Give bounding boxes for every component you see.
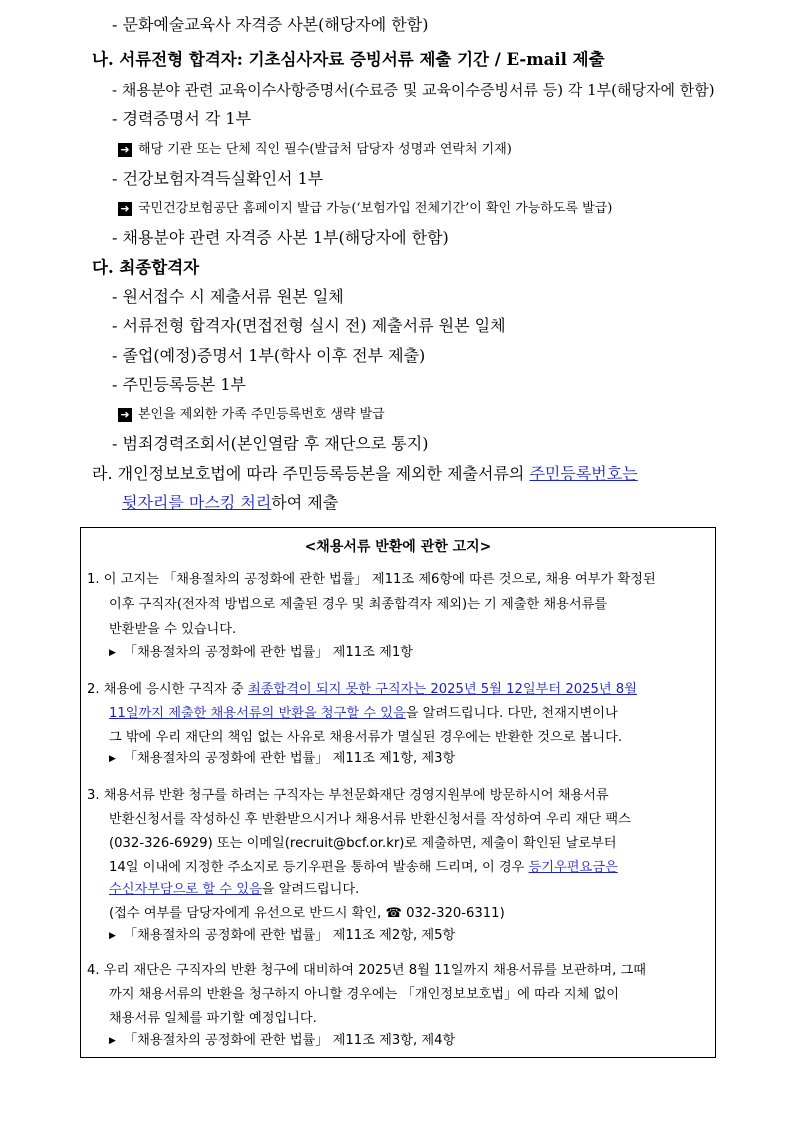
triangle-right-icon: ▶ [109,1036,116,1046]
law-text: 「채용절차의 공정화에 관한 법률」 제11조 제1항, 제3항 [123,751,456,766]
note-text: 국민건강보험공단 홈페이지 발급 가능(‘보험가입 전체기간’이 확인 가능하도록 발급) [138,201,613,216]
list-item: - 원서접수 시 제출서류 원본 일체 [112,287,344,306]
notice-line [109,881,359,899]
notice-law-ref [109,644,413,662]
notice-law-ref [109,750,455,768]
ra-highlight: 주민등록번호는 [529,464,638,483]
notice-line: 반환신청서를 작성하신 후 반환받으시거나 채용서류 반환신청서를 작성하여 우리 재단 팩스 [109,812,631,827]
notice-line: (접수 여부를 담당자에게 유선으로 반드시 확인, ☎ 032-320-6311) [109,906,505,921]
notice-line: 반환받을 수 있습니다. [109,622,237,637]
list-item: - 경력증명서 각 1부 [112,109,252,128]
notice-text: 14일 이내에 지정한 주소지로 등기우편을 통하여 발송해 드리며, 이 경우 [109,860,529,875]
triangle-right-icon: ▶ [109,754,116,764]
notice-line [87,681,637,699]
list-item: - 채용분야 관련 자격증 사본 1부(해당자에 한함) [112,228,449,247]
notice-line: (032-326-6929) 또는 이메일(recruit@bcf.or.kr)로 제출하면, 제출이 확인된 날로부터 [109,836,617,851]
notice-line: 1. 이 고지는 「채용절차의 공정화에 관한 법률」 제11조 제6항에 따른 것으로, 채용 여부가 확정된 [87,572,656,587]
arrow-right-icon: ➜ [118,143,132,157]
notice-highlight: 등기우편요금은 [528,860,618,875]
note [118,406,385,424]
section-ra-line1 [92,463,638,485]
arrow-right-icon: ➜ [118,202,132,216]
law-text: 「채용절차의 공정화에 관한 법률」 제11조 제3항, 제4항 [123,1033,456,1048]
notice-highlight: 11일까지 제출한 채용서류의 반환을 청구할 수 있음 [109,706,406,721]
notice-line [109,859,618,877]
law-text: 「채용절차의 공정화에 관한 법률」 제11조 제1항 [123,645,413,660]
notice-highlight: 최종합격이 되지 못한 구직자는 2025년 5월 12일부터 2025년 8월 [247,682,637,697]
list-item: - 졸업(예정)증명서 1부(학사 이후 전부 제출) [112,346,426,365]
notice-line: 3. 채용서류 반환 청구를 하려는 구직자는 부천문화재단 경영지원부에 방문하시어 채용서류 [87,788,609,803]
note [118,200,612,218]
law-text: 「채용절차의 공정화에 관한 법률」 제11조 제2항, 제5항 [123,928,456,943]
notice-text: 2. 채용에 응시한 구직자 중 [87,682,248,697]
arrow-right-icon: ➜ [118,408,132,422]
notice-line: 채용서류 일체를 파기할 예정입니다. [109,1011,317,1026]
notice-line: 이후 구직자(전자적 방법으로 제출된 경우 및 최종합격자 제외)는 기 제출한 채용서류를 [109,597,608,612]
ra-text: 하여 제출 [271,493,339,512]
note-text: 본인을 제외한 가족 주민등록번호 생략 발급 [138,407,385,422]
list-item: - 문화예술교육사 자격증 사본(해당자에 한함) [112,15,429,34]
notice-highlight: 수신자부담으로 할 수 있음 [109,882,262,897]
note [118,141,512,159]
notice-text: 을 알려드립니다. [261,882,360,897]
notice-line: 까지 채용서류의 반환을 청구하지 아니할 경우에는 「개인정보보호법」에 따라 지체 없이 [109,987,619,1002]
notice-line: 4. 우리 재단은 구직자의 반환 청구에 대비하여 2025년 8월 11일까지 채용서류를 보관하며, 그때 [87,963,646,978]
triangle-right-icon: ▶ [109,648,116,658]
notice-title: <채용서류 반환에 관한 고지> [304,539,492,555]
list-item: - 서류전형 합격자(면접전형 실시 전) 제출서류 원본 일체 [112,316,506,335]
list-item: - 채용분야 관련 교육이수사항증명서(수료증 및 교육이수증빙서류 등) 각 1부(해당자에 한함) [112,81,715,99]
notice-line: 그 밖에 우리 재단의 책임 없는 사유로 채용서류가 멸실된 경우에는 반환한 것으로 봅니다. [109,730,623,745]
triangle-right-icon: ▶ [109,931,116,941]
notice-box [80,527,716,1058]
list-item: - 건강보험자격득실확인서 1부 [112,169,324,188]
notice-line [109,705,618,723]
ra-text: 라. 개인정보보호법에 따라 주민등록등본을 제외한 제출서류의 [92,464,530,483]
notice-law-ref [109,927,455,945]
list-item: - 범죄경력조회서(본인열람 후 재단으로 통지) [112,434,429,453]
section-ra-line2 [122,492,338,514]
note-text: 해당 기관 또는 단체 직인 필수(발급처 담당자 성명과 연락처 기재) [138,142,512,157]
notice-text: 을 알려드립니다. 다만, 천재지변이나 [405,706,618,721]
section-heading-da: 다. 최종합격자 [92,258,200,277]
list-item: - 주민등록등본 1부 [112,375,246,394]
notice-law-ref [109,1032,455,1050]
section-heading-na: 나. 서류전형 합격자: 기초심사자료 증빙서류 제출 기간 / E-mail 제출 [92,50,605,69]
ra-highlight: 뒷자리를 마스킹 처리 [122,493,272,512]
